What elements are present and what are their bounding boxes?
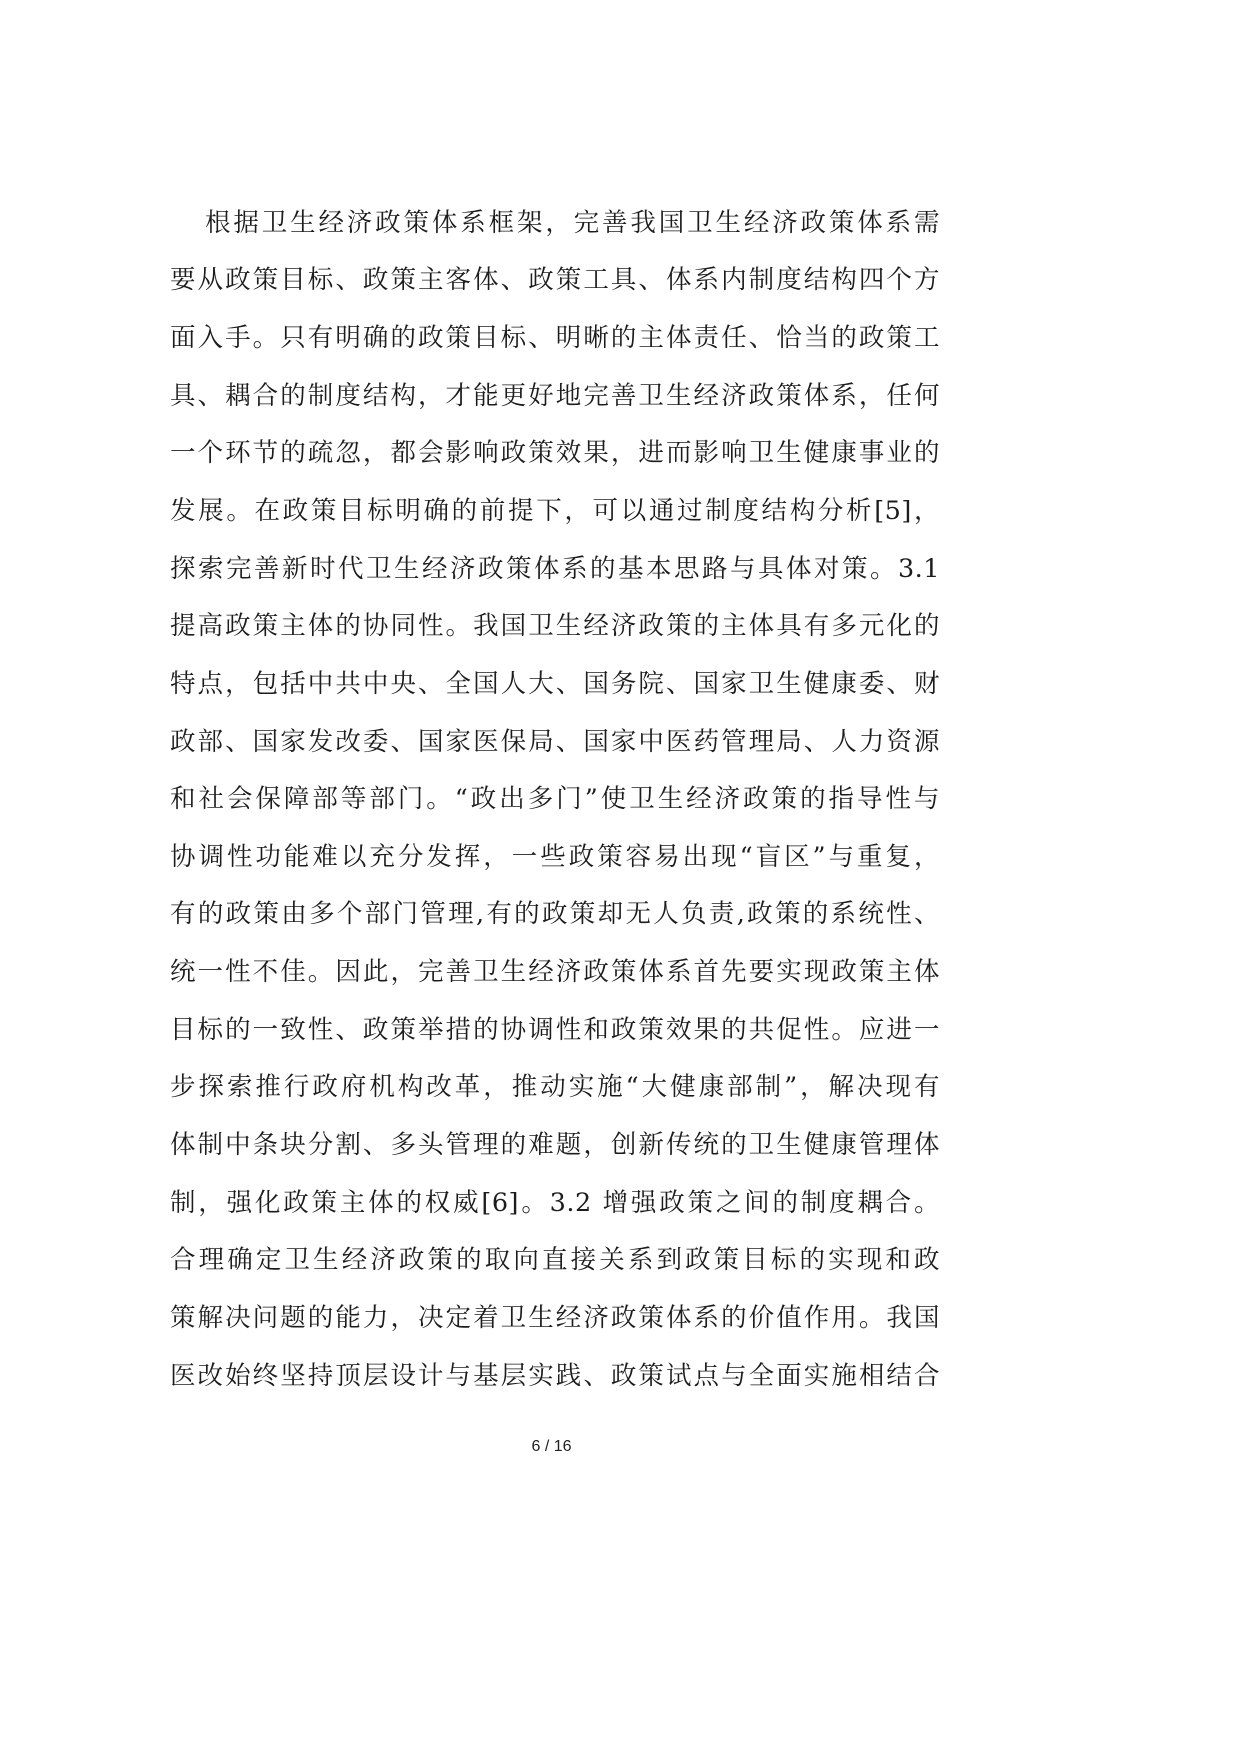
text-line: 策解决问题的能力，决定着卫生经济政策体系的价值作用。我国 [170,1303,940,1333]
text-line: 统一性不佳。因此，完善卫生经济政策体系首先要实现政策主体 [170,957,940,987]
text-line: 协调性功能难以充分发挥，一些政策容易出现“盲区”与重复， [170,842,940,872]
text-line: 政部、国家发改委、国家医保局、国家中医药管理局、人力资源 [170,727,940,757]
text-line: 要从政策目标、政策主客体、政策工具、体系内制度结构四个方 [170,265,940,295]
text-line: 提高政策主体的协同性。我国卫生经济政策的主体具有多元化的 [170,611,940,641]
text-line: 体制中条块分割、多头管理的难题，创新传统的卫生健康管理体 [170,1130,940,1160]
text-line: 面入手。只有明确的政策目标、明晰的主体责任、恰当的政策工 [170,323,940,353]
text-line: 具、耦合的制度结构，才能更好地完善卫生经济政策体系，任何 [170,381,940,411]
text-line: 和社会保障部等部门。“政出多门”使卫生经济政策的指导性与 [170,784,940,814]
text-line: 探索完善新时代卫生经济政策体系的基本思路与具体对策。3.1 [170,554,940,584]
text-line: 根据卫生经济政策体系框架，完善我国卫生经济政策体系需 [205,208,940,238]
text-line: 合理确定卫生经济政策的取向直接关系到政策目标的实现和政 [170,1245,940,1275]
text-line: 发展。在政策目标明确的前提下，可以通过制度结构分析[5]， [170,496,940,526]
text-line: 特点，包括中共中央、全国人大、国务院、国家卫生健康委、财 [170,669,940,699]
text-line: 医改始终坚持顶层设计与基层实践、政策试点与全面实施相结合 [170,1361,940,1391]
text-line: 有的政策由多个部门管理,有的政策却无人负责,政策的系统性、 [170,899,940,929]
text-line: 制，强化政策主体的权威[6]。3.2 增强政策之间的制度耦合。 [170,1188,940,1218]
text-line: 一个环节的疏忽，都会影响政策效果，进而影响卫生健康事业的 [170,438,940,468]
text-line: 目标的一致性、政策举措的协调性和政策效果的共促性。应进一 [170,1015,940,1045]
page-number: 6 / 16 [531,1438,572,1455]
text-line: 步探索推行政府机构改革，推动实施“大健康部制”，解决现有 [170,1072,940,1102]
